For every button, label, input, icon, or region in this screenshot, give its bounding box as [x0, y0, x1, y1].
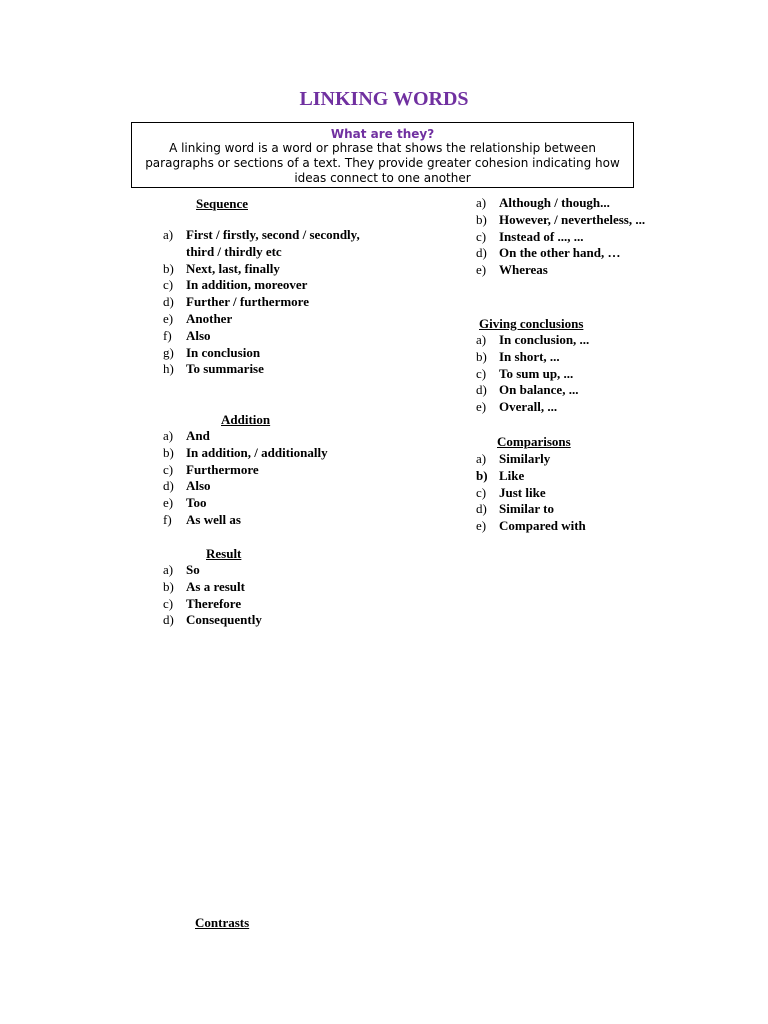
- list-item-text: Similar to: [499, 501, 555, 517]
- list-item-text: Also: [186, 478, 211, 494]
- definition-text: A linking word is a word or phrase that shows the relationship between paragraphs or sections of a text. They provide greater cohesion indicating how ideas connect to one another: [145, 141, 620, 185]
- list-item-text: In conclusion: [186, 344, 261, 360]
- list-item-text: Like: [499, 467, 525, 483]
- list-marker: d): [476, 245, 487, 261]
- list-item: [163, 562, 363, 579]
- conclusions-heading: Giving conclusions: [479, 316, 584, 331]
- definition-heading: What are they?: [330, 127, 435, 141]
- list-marker: f): [163, 511, 172, 527]
- list-item: [476, 366, 676, 383]
- list-marker: d): [163, 294, 174, 310]
- list-marker: h): [163, 361, 174, 377]
- list-item-text: Next, last, finally: [186, 260, 280, 276]
- list-marker: c): [476, 228, 487, 244]
- list-item: [163, 445, 383, 462]
- list-item: [476, 501, 676, 518]
- list-marker: a): [163, 428, 174, 443]
- list-item: [476, 382, 676, 399]
- list-item-text: So: [186, 562, 200, 577]
- list-item: [476, 468, 676, 485]
- list-marker: e): [163, 495, 174, 511]
- list-item: [476, 332, 676, 349]
- list-marker: a): [476, 195, 487, 210]
- list-item-text: In conclusion, ...: [499, 332, 590, 347]
- list-item: [476, 485, 676, 502]
- list-marker: b): [163, 444, 174, 460]
- list-item-text: Too: [186, 495, 207, 511]
- list-item-text: As a result: [186, 578, 245, 594]
- list-item-text: To sum up, ...: [499, 365, 574, 381]
- list-item: [163, 612, 363, 629]
- list-marker: d): [476, 501, 487, 517]
- list-item-text: Another: [186, 310, 233, 326]
- contrasts-list: [476, 195, 716, 279]
- list-item: [163, 596, 363, 613]
- list-item: [163, 227, 363, 261]
- list-marker: a): [476, 332, 487, 347]
- list-item-text: In addition, moreover: [186, 277, 308, 293]
- list-marker: e): [476, 399, 487, 415]
- list-item-text: In short, ...: [499, 348, 560, 364]
- list-item: [163, 478, 383, 495]
- list-item-text: On the other hand, …: [499, 245, 621, 261]
- result-list: [163, 562, 363, 629]
- list-item: [163, 428, 383, 445]
- list-marker: f): [163, 327, 172, 343]
- list-marker: b): [476, 348, 487, 364]
- list-item-text: Furthermore: [186, 461, 259, 477]
- list-item: [163, 512, 383, 529]
- list-item: [476, 229, 716, 246]
- list-item-text: Therefore: [186, 595, 242, 611]
- contrasts-heading: Contrasts: [195, 915, 250, 930]
- definition-box: [131, 122, 634, 188]
- list-item: [163, 579, 363, 596]
- list-item: [163, 328, 363, 345]
- addition-heading: Addition: [221, 412, 271, 427]
- list-item: [476, 245, 716, 262]
- list-item-text: Although / though...: [499, 195, 610, 210]
- list-item: [476, 399, 676, 416]
- comparisons-list: [476, 451, 676, 535]
- list-item: [163, 311, 363, 328]
- conclusions-list: [476, 332, 676, 416]
- list-item: [163, 345, 363, 362]
- list-item-text: Also: [186, 327, 211, 343]
- list-item: [163, 277, 363, 294]
- list-item: [476, 262, 716, 279]
- list-marker: a): [476, 451, 487, 466]
- list-marker: a): [163, 562, 174, 577]
- list-item: [476, 451, 676, 468]
- comparisons-heading: Comparisons: [497, 434, 571, 449]
- list-item: [476, 349, 676, 366]
- addition-list: [163, 428, 383, 529]
- list-marker: d): [163, 612, 174, 628]
- list-marker: a): [163, 227, 174, 242]
- list-item-text: However, / nevertheless, ...: [499, 211, 646, 227]
- list-item: [476, 518, 676, 535]
- list-item: [163, 294, 363, 311]
- list-item-text: First / firstly, second / secondly, third / thirdly etc: [186, 227, 360, 259]
- list-marker: e): [163, 310, 174, 326]
- list-item-text: Consequently: [186, 612, 262, 628]
- result-heading: Result: [206, 546, 242, 561]
- list-item: [163, 462, 383, 479]
- list-item-text: Whereas: [499, 262, 548, 278]
- list-marker: e): [476, 262, 487, 278]
- list-marker: b): [163, 578, 174, 594]
- sequence-heading: Sequence: [196, 196, 248, 211]
- list-marker: d): [476, 382, 487, 398]
- sequence-list: [163, 227, 363, 378]
- list-item: [163, 261, 363, 278]
- list-marker: c): [476, 484, 487, 500]
- list-marker: c): [163, 461, 174, 477]
- list-marker: d): [163, 478, 174, 494]
- list-marker: c): [476, 365, 487, 381]
- list-item-text: To summarise: [186, 361, 264, 377]
- list-item: [163, 495, 383, 512]
- list-marker: e): [476, 518, 487, 534]
- list-marker: b): [163, 260, 174, 276]
- list-item-text: Further / furthermore: [186, 294, 309, 310]
- list-item-text: As well as: [186, 511, 241, 527]
- list-item-text: Overall, ...: [499, 399, 558, 415]
- list-marker: b): [476, 467, 488, 483]
- list-item-text: Compared with: [499, 518, 586, 534]
- list-marker: b): [476, 211, 487, 227]
- list-item: [476, 195, 716, 212]
- list-item: [163, 361, 363, 378]
- list-item-text: And: [186, 428, 210, 443]
- list-item-text: Instead of ..., ...: [499, 228, 584, 244]
- list-item: [476, 212, 716, 229]
- list-item-text: Similarly: [499, 451, 551, 466]
- page-title: LINKING WORDS: [299, 88, 469, 110]
- list-marker: g): [163, 344, 174, 360]
- list-item-text: In addition, / additionally: [186, 444, 328, 460]
- list-marker: c): [163, 277, 174, 293]
- list-marker: c): [163, 595, 174, 611]
- list-item-text: On balance, ...: [499, 382, 579, 398]
- list-item-text: Just like: [499, 484, 546, 500]
